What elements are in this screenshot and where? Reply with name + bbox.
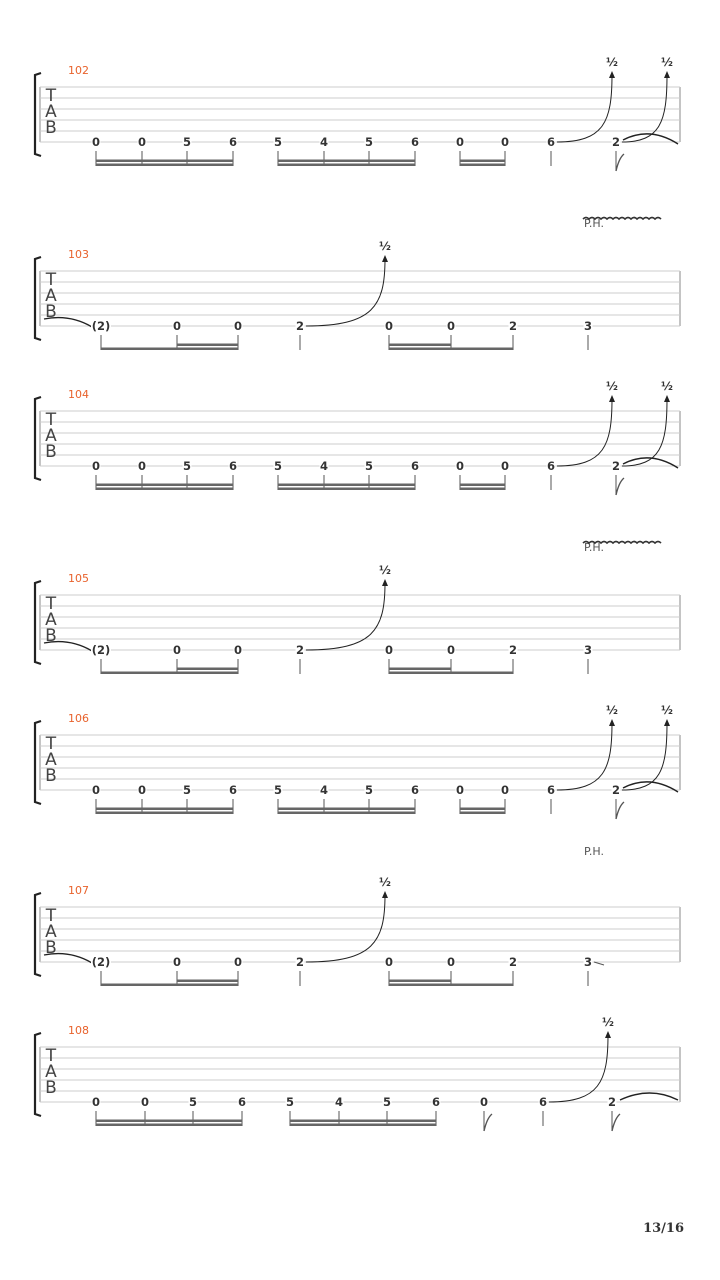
beam-secondary: [389, 668, 451, 671]
tab-clef-letter: T: [45, 270, 57, 290]
fret-number: 2: [611, 459, 621, 473]
fret-number: 2: [295, 643, 305, 657]
fret-number: 6: [546, 459, 556, 473]
bend-label: ½: [379, 239, 391, 253]
bend-label: ½: [602, 1015, 614, 1029]
tab-clef-letter: T: [45, 1046, 57, 1066]
grace-note-flag: [616, 802, 624, 819]
beam: [177, 348, 238, 351]
fret-number: 0: [172, 643, 182, 657]
fret-number: 2: [295, 955, 305, 969]
measure-number: 104: [68, 388, 89, 401]
beam-secondary: [389, 980, 451, 983]
tab-clef-letter: T: [45, 734, 57, 754]
beam-secondary: [177, 344, 238, 347]
fret-number: 3: [583, 319, 593, 333]
fret-number: 0: [455, 135, 465, 149]
measure-number: 102: [68, 64, 89, 77]
bend-arrowhead: [609, 395, 615, 402]
fret-number: 4: [319, 783, 329, 797]
fret-number: 0: [479, 1095, 489, 1109]
fret-number: 2: [611, 783, 621, 797]
beam-secondary: [460, 808, 505, 811]
bend-label: ½: [379, 875, 391, 889]
fret-number: 6: [546, 135, 556, 149]
tab-system: [35, 55, 680, 171]
grace-note-flag: [616, 478, 624, 495]
tab-clef-letter: B: [45, 442, 57, 462]
beam: [96, 812, 233, 815]
page-number: 13/16: [643, 1221, 684, 1236]
measure-number: 106: [68, 712, 89, 725]
bend-label: ½: [606, 379, 618, 393]
beam: [96, 1124, 242, 1127]
fret-number: 0: [140, 1095, 150, 1109]
beam: [177, 984, 238, 987]
tab-system: [35, 217, 680, 350]
grace-note-flag: [616, 154, 624, 171]
tab-clef-letter: A: [45, 286, 57, 306]
fret-number: 0: [384, 319, 394, 333]
fret-number: 2: [611, 135, 621, 149]
beam-secondary: [290, 1120, 436, 1123]
fret-number: 5: [182, 783, 192, 797]
fret-number: 6: [538, 1095, 548, 1109]
fret-number: 0: [91, 135, 101, 149]
fret-number: 0: [91, 459, 101, 473]
measure-number: 108: [68, 1024, 89, 1037]
palm-harmonic-wave: [583, 542, 661, 544]
tab-system: [35, 379, 680, 495]
beam-secondary: [278, 160, 415, 163]
fret-number: 4: [319, 459, 329, 473]
fret-number: 0: [384, 643, 394, 657]
beam: [96, 488, 233, 491]
measure-number: 107: [68, 884, 89, 897]
beam: [177, 672, 238, 675]
tab-clef-letter: A: [45, 610, 57, 630]
tab-clef-letter: B: [45, 766, 57, 786]
fret-number: 0: [455, 783, 465, 797]
tab-clef-letter: B: [45, 302, 57, 322]
tab-clef-letter: T: [45, 86, 57, 106]
bend-arrowhead: [664, 71, 670, 78]
palm-harmonic-label: P.H.: [584, 217, 604, 230]
bend-label: ½: [606, 55, 618, 69]
tab-system: [35, 703, 680, 819]
fret-number: 5: [182, 459, 192, 473]
tab-clef-letter: B: [45, 118, 57, 138]
fret-number: 6: [228, 783, 238, 797]
beam: [389, 348, 451, 351]
fret-number: 0: [137, 135, 147, 149]
tab-clef-letter: T: [45, 906, 57, 926]
fret-number: 6: [410, 459, 420, 473]
beam-secondary: [460, 484, 505, 487]
fret-number: 0: [500, 783, 510, 797]
palm-harmonic-label: P.H.: [584, 541, 604, 554]
beam-secondary: [177, 668, 238, 671]
measure-number: 105: [68, 572, 89, 585]
tab-clef-letter: A: [45, 750, 57, 770]
tab-system: [35, 541, 680, 674]
tab-clef-letter: B: [45, 626, 57, 646]
fret-number: 5: [182, 135, 192, 149]
bend-arrowhead: [382, 255, 388, 262]
beam-secondary: [96, 808, 233, 811]
fret-number: 2: [607, 1095, 617, 1109]
measure-number: 103: [68, 248, 89, 261]
beam: [460, 164, 505, 167]
fret-number: 0: [446, 319, 456, 333]
fret-number: 3: [583, 955, 593, 969]
fret-number: 0: [455, 459, 465, 473]
beam: [278, 488, 415, 491]
fret-number: 5: [364, 135, 374, 149]
beam: [460, 488, 505, 491]
tab-clef-letter: T: [45, 410, 57, 430]
bend-arrowhead: [664, 719, 670, 726]
bend-label: ½: [661, 379, 673, 393]
beam-secondary: [96, 484, 233, 487]
beam: [389, 984, 451, 987]
fret-number: 6: [237, 1095, 247, 1109]
bend-label: ½: [379, 563, 391, 577]
fret-number: 0: [233, 643, 243, 657]
beam-secondary: [278, 484, 415, 487]
bend-arrowhead: [609, 719, 615, 726]
fret-number: 0: [446, 643, 456, 657]
fret-number: 6: [431, 1095, 441, 1109]
fret-number: 2: [508, 955, 518, 969]
beam: [278, 164, 415, 167]
fret-number: (2): [91, 319, 111, 333]
fret-number: 5: [188, 1095, 198, 1109]
fret-number: 0: [91, 1095, 101, 1109]
bend-label: ½: [661, 703, 673, 717]
tie-out-curve: [620, 1093, 678, 1100]
tab-system: [35, 845, 680, 986]
beam: [389, 672, 451, 675]
bend-label: ½: [606, 703, 618, 717]
fret-number: 2: [508, 643, 518, 657]
beam: [278, 812, 415, 815]
fret-number: 0: [91, 783, 101, 797]
fret-number: 0: [137, 459, 147, 473]
beam: [290, 1124, 436, 1127]
beam-secondary: [389, 344, 451, 347]
beam-secondary: [96, 1120, 242, 1123]
fret-number: 0: [172, 955, 182, 969]
palm-harmonic-wave: [583, 218, 661, 220]
bend-arrowhead: [609, 71, 615, 78]
fret-number: 3: [583, 643, 593, 657]
fret-number: 5: [285, 1095, 295, 1109]
beam: [460, 812, 505, 815]
beam-secondary: [96, 160, 233, 163]
tab-clef-letter: A: [45, 426, 57, 446]
beam: [96, 164, 233, 167]
bend-arrowhead: [605, 1031, 611, 1038]
fret-number: 6: [546, 783, 556, 797]
beam-secondary: [177, 980, 238, 983]
fret-number: 2: [295, 319, 305, 333]
bend-arrowhead: [382, 891, 388, 898]
fret-number: 0: [384, 955, 394, 969]
fret-number: 2: [508, 319, 518, 333]
tab-clef-letter: A: [45, 1062, 57, 1082]
beam-secondary: [460, 160, 505, 163]
fret-number: 5: [382, 1095, 392, 1109]
fret-number: 6: [228, 459, 238, 473]
fret-number: 6: [410, 135, 420, 149]
fret-number: 5: [273, 135, 283, 149]
fret-number: (2): [91, 643, 111, 657]
grace-note-flag: [612, 1114, 620, 1131]
fret-number: 0: [137, 783, 147, 797]
fret-number: 4: [319, 135, 329, 149]
beam-secondary: [278, 808, 415, 811]
palm-harmonic-label: P.H.: [584, 845, 604, 858]
fret-number: 0: [233, 955, 243, 969]
fret-number: 5: [364, 459, 374, 473]
fret-number: 0: [233, 319, 243, 333]
fret-number: 6: [228, 135, 238, 149]
fret-number: 0: [500, 459, 510, 473]
fret-number: 6: [410, 783, 420, 797]
tab-clef-letter: T: [45, 594, 57, 614]
fret-number: 5: [273, 783, 283, 797]
grace-note-flag: [484, 1114, 492, 1131]
fret-number: 0: [500, 135, 510, 149]
tab-system: [35, 1015, 680, 1131]
bend-label: ½: [661, 55, 673, 69]
fret-number: 0: [446, 955, 456, 969]
tab-clef-letter: B: [45, 938, 57, 958]
fret-number: 4: [334, 1095, 344, 1109]
tab-clef-letter: A: [45, 102, 57, 122]
fret-number: 0: [172, 319, 182, 333]
fret-number: (2): [91, 955, 111, 969]
tab-clef-letter: B: [45, 1078, 57, 1098]
fret-number: 5: [364, 783, 374, 797]
fret-number: 5: [273, 459, 283, 473]
bend-arrowhead: [664, 395, 670, 402]
bend-arrowhead: [382, 579, 388, 586]
tab-clef-letter: A: [45, 922, 57, 942]
